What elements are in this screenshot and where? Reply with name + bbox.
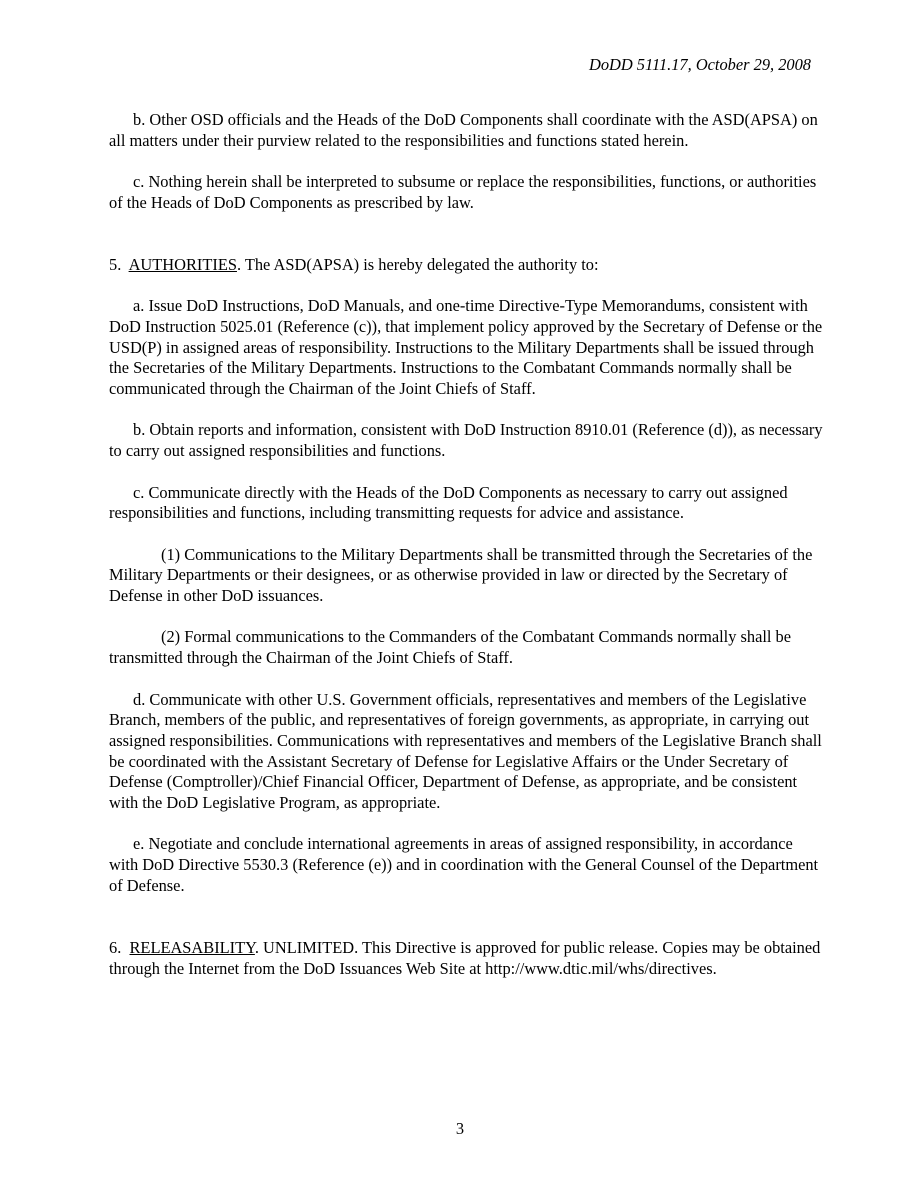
section-5-intro: . The ASD(APSA) is hereby delegated the authority to:: [236, 254, 599, 274]
paragraph-5b: b. Obtain reports and information, consistent with DoD Instruction 8910.01 (Reference (d)), as necessary to carry out assigned responsibilities and functions.: [109, 420, 823, 461]
section-6-text: . UNLIMITED. This Directive is approved for public release. Copies may be obtained through the Internet from the DoD Issuances Web Site at http://www.dtic.mil/whs/directives.: [109, 937, 821, 978]
section-6-number: 6.: [109, 937, 122, 957]
paragraph-4b: b. Other OSD officials and the Heads of the DoD Components shall coordinate with the ASD(APSA) on all matters under their purview related to the responsibilities and functions stated herein.: [109, 110, 818, 150]
section-5-heading: [109, 255, 824, 276]
paragraph-5c: c. Communicate directly with the Heads of the DoD Components as necessary to carry out assigned responsibilities and functions, including transmitting requests for advice and assistance.: [109, 482, 788, 523]
section-6: [109, 938, 824, 979]
paragraph-5e: e. Negotiate and conclude international agreements in areas of assigned responsibility, in accordance with DoD Directive 5530.3 (Reference (e)) and in coordination with the General Counsel of the Department of Defense.: [109, 834, 819, 895]
paragraph-5c1: (1) Communications to the Military Departments shall be transmitted through the Secretaries of the Military Departments or their designees, or as otherwise provided in law or directed by the Secretary of Defense in other DoD issuances.: [109, 544, 813, 606]
paragraph-4c: c. Nothing herein shall be interpreted to subsume or replace the responsibilities, functions, or authorities of the Heads of DoD Components as prescribed by law.: [109, 172, 817, 212]
section-5-number: 5.: [109, 254, 122, 274]
section-5-title: AUTHORITIES: [128, 254, 237, 274]
paragraph-5a: a. Issue DoD Instructions, DoD Manuals, and one-time Directive-Type Memorandums, consistent with DoD Instruction 5025.01 (Reference (c)), that implement policy approved by the Secretary of Defense or the USD(P) in assigned areas of responsibility. Instructions to the Military Departments shall be issued through the Secretaries of the Military Departments. Instructions to the Combatant Commands normally shall be communicated through the Chairman of the Joint Chiefs of Staff.: [109, 296, 823, 399]
paragraph-5d: d. Communicate with other U.S. Government officials, representatives and members of the Legislative Branch, members of the public, and representatives of foreign governments, as appropriate, in carrying out assigned responsibilities. Communications with representatives and members of the Legislative Branch shall be coordinated with the Assistant Secretary of Defense for Legislative Affairs or the Under Secretary of Defense (Comptroller)/Chief Financial Officer, Department of Defense, as appropriate, and be consistent with the DoD Legislative Program, as appropriate.: [109, 689, 822, 813]
section-6-title: RELEASABILITY: [129, 937, 255, 957]
page-number: 3: [455, 1119, 465, 1138]
paragraph-5c2: (2) Formal communications to the Commanders of the Combatant Commands normally shall be transmitted through the Chairman of the Joint Chiefs of Staff.: [109, 627, 792, 668]
document-header: DoDD 5111.17, October 29, 2008: [588, 55, 811, 74]
document-body: [109, 110, 824, 979]
